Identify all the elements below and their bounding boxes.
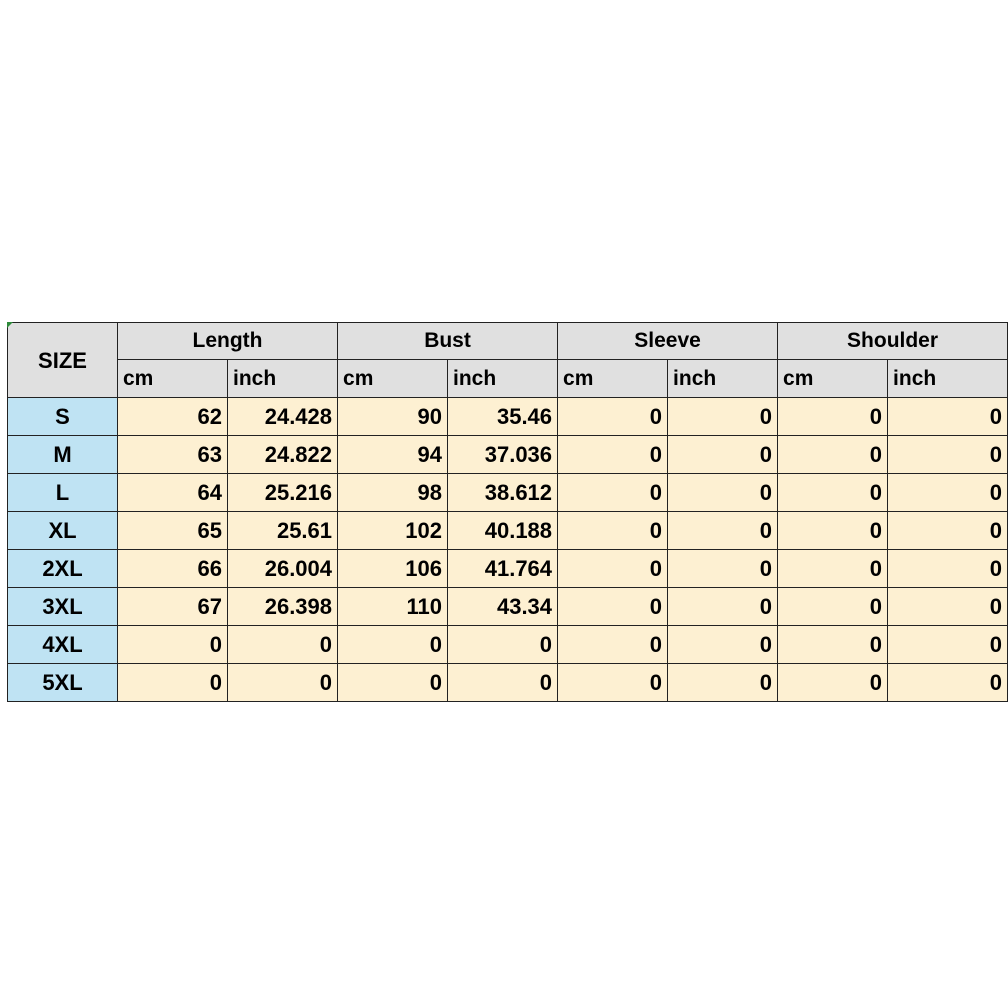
measurement-cell: 0 [778,588,888,626]
measurement-cell: 0 [778,398,888,436]
table-row [8,474,1008,512]
unit-header-cm: cm [558,360,668,398]
group-header-sleeve: Sleeve [558,323,778,360]
unit-header-inch: inch [448,360,558,398]
unit-header-inch: inch [888,360,1008,398]
table-row [8,550,1008,588]
measurement-cell: 64 [118,474,228,512]
table-row [8,512,1008,550]
measurement-cell: 0 [778,664,888,702]
unit-header-inch: inch [668,360,778,398]
measurement-cell: 67 [118,588,228,626]
measurement-cell: 0 [778,436,888,474]
unit-header-cm: cm [778,360,888,398]
size-label: 2XL [8,550,118,588]
unit-header-cm: cm [118,360,228,398]
measurement-cell: 24.428 [228,398,338,436]
measurement-cell: 0 [668,436,778,474]
size-chart [7,322,1003,704]
measurement-cell: 98 [338,474,448,512]
measurement-cell: 0 [558,512,668,550]
measurement-cell: 0 [338,626,448,664]
measurement-cell: 0 [118,664,228,702]
group-header-shoulder: Shoulder [778,323,1008,360]
measurement-cell: 0 [668,512,778,550]
measurement-cell: 0 [888,436,1008,474]
group-header-bust: Bust [338,323,558,360]
measurement-cell: 0 [558,550,668,588]
measurement-cell: 0 [668,588,778,626]
measurement-cell: 26.398 [228,588,338,626]
measurement-cell: 0 [888,550,1008,588]
measurement-cell: 0 [338,664,448,702]
size-label: M [8,436,118,474]
corner-marker [7,322,13,328]
size-chart-table [7,322,1008,702]
measurement-cell: 0 [448,664,558,702]
measurement-cell: 0 [558,436,668,474]
measurement-cell: 0 [888,664,1008,702]
size-label: 4XL [8,626,118,664]
measurement-cell: 0 [668,664,778,702]
measurement-cell: 38.612 [448,474,558,512]
measurement-cell: 35.46 [448,398,558,436]
measurement-cell: 25.61 [228,512,338,550]
group-header-row [8,323,1008,360]
measurement-cell: 0 [888,588,1008,626]
measurement-cell: 90 [338,398,448,436]
measurement-cell: 0 [558,664,668,702]
measurement-cell: 41.764 [448,550,558,588]
unit-header-row [8,360,1008,398]
measurement-cell: 94 [338,436,448,474]
measurement-cell: 0 [228,626,338,664]
measurement-cell: 0 [778,474,888,512]
measurement-cell: 0 [558,474,668,512]
size-label: XL [8,512,118,550]
table-row [8,664,1008,702]
measurement-cell: 0 [778,626,888,664]
table-row [8,398,1008,436]
table-row [8,588,1008,626]
unit-header-inch: inch [228,360,338,398]
measurement-cell: 0 [778,512,888,550]
measurement-cell: 0 [778,550,888,588]
measurement-cell: 0 [668,550,778,588]
measurement-cell: 0 [118,626,228,664]
measurement-cell: 0 [558,588,668,626]
measurement-cell: 0 [888,474,1008,512]
measurement-cell: 0 [888,398,1008,436]
measurement-cell: 25.216 [228,474,338,512]
measurement-cell: 37.036 [448,436,558,474]
size-label: 5XL [8,664,118,702]
measurement-cell: 63 [118,436,228,474]
measurement-cell: 0 [888,626,1008,664]
size-label: 3XL [8,588,118,626]
size-label: L [8,474,118,512]
measurement-cell: 0 [668,474,778,512]
measurement-cell: 0 [668,398,778,436]
measurement-cell: 0 [448,626,558,664]
measurement-cell: 24.822 [228,436,338,474]
measurement-cell: 0 [668,626,778,664]
measurement-cell: 26.004 [228,550,338,588]
table-row [8,626,1008,664]
measurement-cell: 102 [338,512,448,550]
unit-header-cm: cm [338,360,448,398]
measurement-cell: 0 [558,398,668,436]
measurement-cell: 65 [118,512,228,550]
table-row [8,436,1008,474]
size-chart-body [8,398,1008,702]
measurement-cell: 66 [118,550,228,588]
measurement-cell: 0 [228,664,338,702]
size-label: S [8,398,118,436]
measurement-cell: 62 [118,398,228,436]
measurement-cell: 40.188 [448,512,558,550]
group-header-length: Length [118,323,338,360]
measurement-cell: 43.34 [448,588,558,626]
measurement-cell: 0 [558,626,668,664]
measurement-cell: 110 [338,588,448,626]
measurement-cell: 106 [338,550,448,588]
size-column-header: SIZE [8,323,118,398]
measurement-cell: 0 [888,512,1008,550]
